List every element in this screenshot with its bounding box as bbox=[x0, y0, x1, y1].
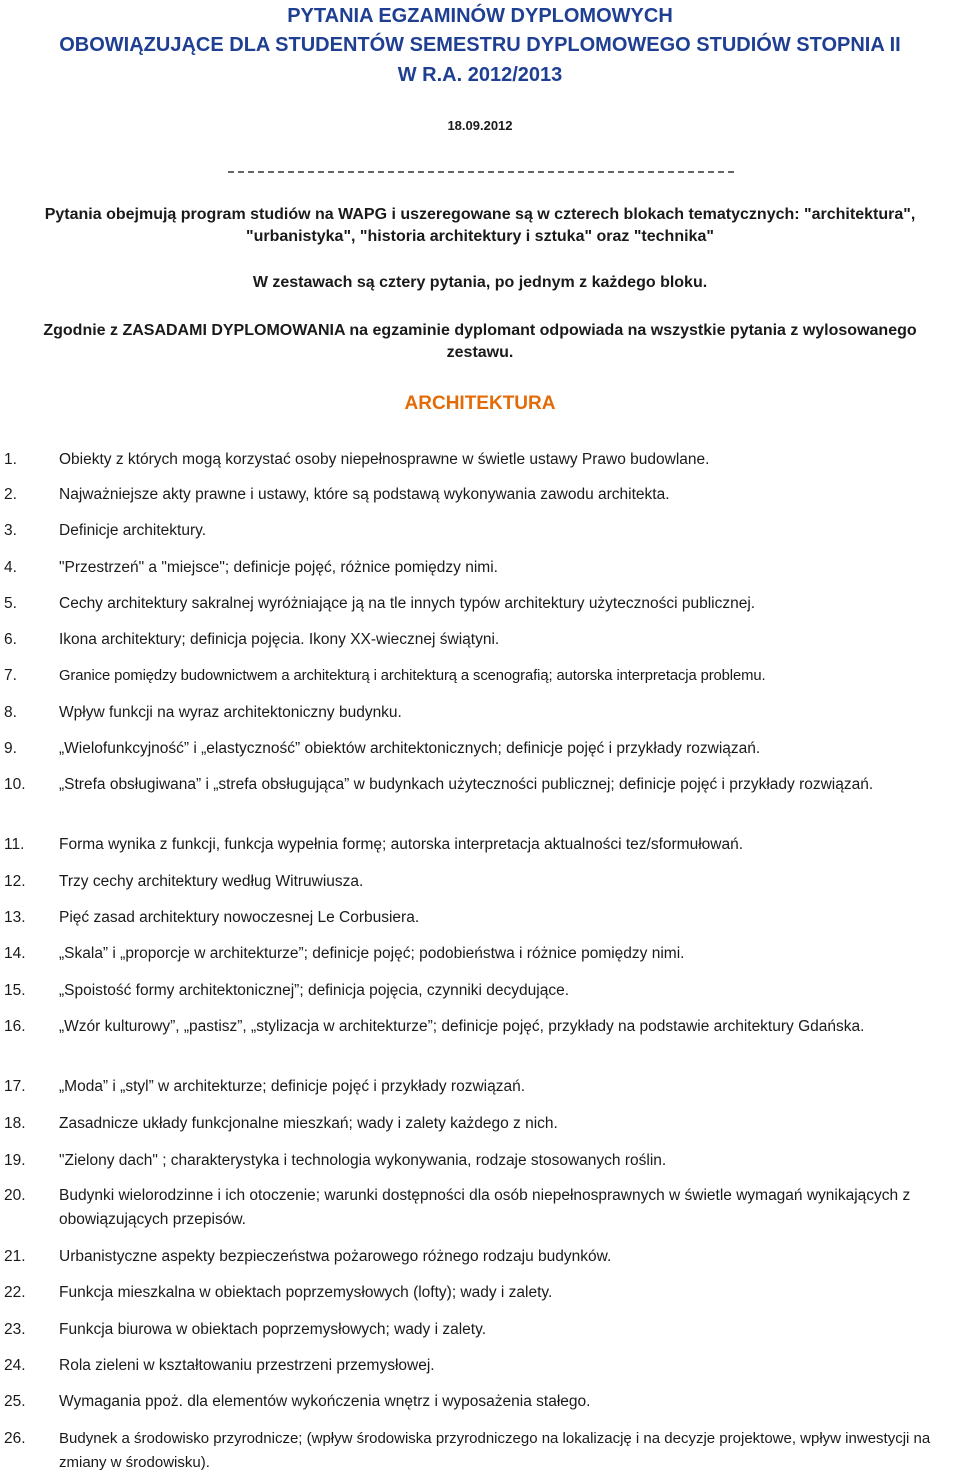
question-number: 22. bbox=[4, 1284, 26, 1301]
question-number: 20. bbox=[4, 1187, 26, 1204]
question-text: Rola zieleni w kształtowaniu przestrzeni przemysłowej. bbox=[59, 1357, 435, 1374]
question-text: "Zielony dach" ; charakterystyka i technologia wykonywania, rodzaje stosowanych roślin. bbox=[59, 1152, 667, 1169]
question-text: Funkcja biurowa w obiektach poprzemysłowych; wady i zalety. bbox=[59, 1321, 487, 1338]
question-text: Cechy architektury sakralnej wyróżniające ją na tle innych typów architektury użyteczności publicznej. bbox=[59, 595, 756, 612]
dashed-separator bbox=[228, 171, 734, 173]
document-date: 18.09.2012 bbox=[447, 118, 513, 133]
section-heading-architektura: ARCHITEKTURA bbox=[404, 393, 556, 414]
question-text: Funkcja mieszkalna w obiektach poprzemysłowych (lofty); wady i zalety. bbox=[59, 1284, 553, 1301]
question-number: 7. bbox=[4, 667, 17, 684]
question-number: 3. bbox=[4, 522, 17, 539]
question-text: Wpływ funkcji na wyraz architektoniczny budynku. bbox=[59, 704, 402, 721]
question-number: 18. bbox=[4, 1115, 26, 1132]
question-number: 5. bbox=[4, 595, 17, 612]
question-text: Wymagania ppoż. dla elementów wykończenia wnętrz i wyposażenia stałego. bbox=[59, 1393, 591, 1410]
question-number: 8. bbox=[4, 704, 17, 721]
question-text: „Strefa obsługiwana” i „strefa obsługująca” w budynkach użyteczności publicznej; definicje pojęć i przykłady rozwiązań. bbox=[59, 776, 874, 793]
title-line-3: W R.A. 2012/2013 bbox=[397, 64, 563, 86]
question-number: 25. bbox=[4, 1393, 26, 1410]
question-text: Najważniejsze akty prawne i ustawy, które są podstawą wykonywania zawodu architekta. bbox=[59, 486, 670, 503]
question-text: "Przestrzeń" a "miejsce"; definicje pojęć, różnice pomiędzy nimi. bbox=[59, 559, 498, 576]
intro-paragraph-blocks: Pytania obejmują program studiów na WAPG i uszeregowane są w czterech blokach tematycznych: "architektura", "urbanistyka", "historia architektury i sztuka" oraz "technika" bbox=[44, 206, 916, 245]
title-line-2: OBOWIĄZUJĄCE DLA STUDENTÓW SEMESTRU DYPLOMOWEGO STUDIÓW STOPNIA II bbox=[59, 34, 901, 56]
question-text: Obiekty z których mogą korzystać osoby niepełnosprawne w świetle ustawy Prawo budowlane. bbox=[59, 451, 710, 468]
question-number: 23. bbox=[4, 1321, 26, 1338]
question-text: Ikona architektury; definicja pojęcia. Ikony XX-wiecznej świątyni. bbox=[59, 631, 500, 648]
intro-paragraph-rules: Zgodnie z ZASADAMI DYPLOMOWANIA na egzaminie dyplomant odpowiada na wszystkie pytania z wylosowanego zestawu. bbox=[43, 322, 917, 361]
question-text: „Moda” i „styl” w architekturze; definicje pojęć i przykłady rozwiązań. bbox=[59, 1078, 526, 1095]
question-number: 1. bbox=[4, 451, 17, 468]
question-text: Trzy cechy architektury według Witruwiusza. bbox=[59, 873, 364, 890]
question-text: Pięć zasad architektury nowoczesnej Le Corbusiera. bbox=[59, 909, 420, 926]
question-number: 24. bbox=[4, 1357, 26, 1374]
question-number: 19. bbox=[4, 1152, 26, 1169]
question-text: Urbanistyczne aspekty bezpieczeństwa pożarowego różnego rodzaju budynków. bbox=[59, 1248, 612, 1265]
question-number: 10. bbox=[4, 776, 26, 793]
question-number: 6. bbox=[4, 631, 17, 648]
question-number: 13. bbox=[4, 909, 26, 926]
question-text: Budynek a środowisko przyrodnicze; (wpływ środowiska przyrodniczego na lokalizację i na decyzje projektowe, wpływ inwestycji na zmiany w środowisku). bbox=[59, 1430, 931, 1471]
question-number: 12. bbox=[4, 873, 26, 890]
question-number: 21. bbox=[4, 1248, 26, 1265]
question-text: Zasadnicze układy funkcjonalne mieszkań; wady i zalety każdego z nich. bbox=[59, 1115, 558, 1132]
question-text: Budynki wielorodzinne i ich otoczenie; warunki dostępności dla osób niepełnosprawnych w świetle wymagań wynikających z obowiązujących przepisów. bbox=[59, 1187, 911, 1228]
question-number: 17. bbox=[4, 1078, 26, 1095]
question-number: 26. bbox=[4, 1430, 26, 1447]
question-text: „Skala” i „proporcje w architekturze”; definicje pojęć; podobieństwa i różnice pomiędzy nimi. bbox=[59, 945, 685, 962]
question-text: Forma wynika z funkcji, funkcja wypełnia formę; autorska interpretacja aktualności tez/sformułowań. bbox=[59, 836, 744, 853]
question-number: 4. bbox=[4, 559, 17, 576]
question-number: 2. bbox=[4, 486, 17, 503]
question-text: Definicje architektury. bbox=[59, 522, 207, 539]
question-number: 11. bbox=[4, 836, 25, 853]
question-number: 16. bbox=[4, 1018, 26, 1035]
question-text: Granice pomiędzy budownictwem a architekturą i architekturą a scenografią; autorska interpretacja problemu. bbox=[59, 668, 766, 684]
question-text: „Wielofunkcyjność” i „elastyczność” obiektów architektonicznych; definicje pojęć i przykłady rozwiązań. bbox=[59, 740, 761, 757]
question-text: „Wzór kulturowy”, „pastisz”, „stylizacja w architekturze”; definicje pojęć, przykłady na podstawie architektury Gdańska. bbox=[59, 1018, 865, 1035]
question-text: „Spoistość formy architektonicznej”; definicja pojęcia, czynniki decydujące. bbox=[59, 982, 570, 999]
intro-paragraph-sets: W zestawach są cztery pytania, po jednym z każdego bloku. bbox=[252, 274, 708, 291]
title-line-1: PYTANIA EGZAMINÓW DYPLOMOWYCH bbox=[287, 5, 673, 27]
question-number: 15. bbox=[4, 982, 26, 999]
question-number: 14. bbox=[4, 945, 26, 962]
question-number: 9. bbox=[4, 740, 17, 757]
